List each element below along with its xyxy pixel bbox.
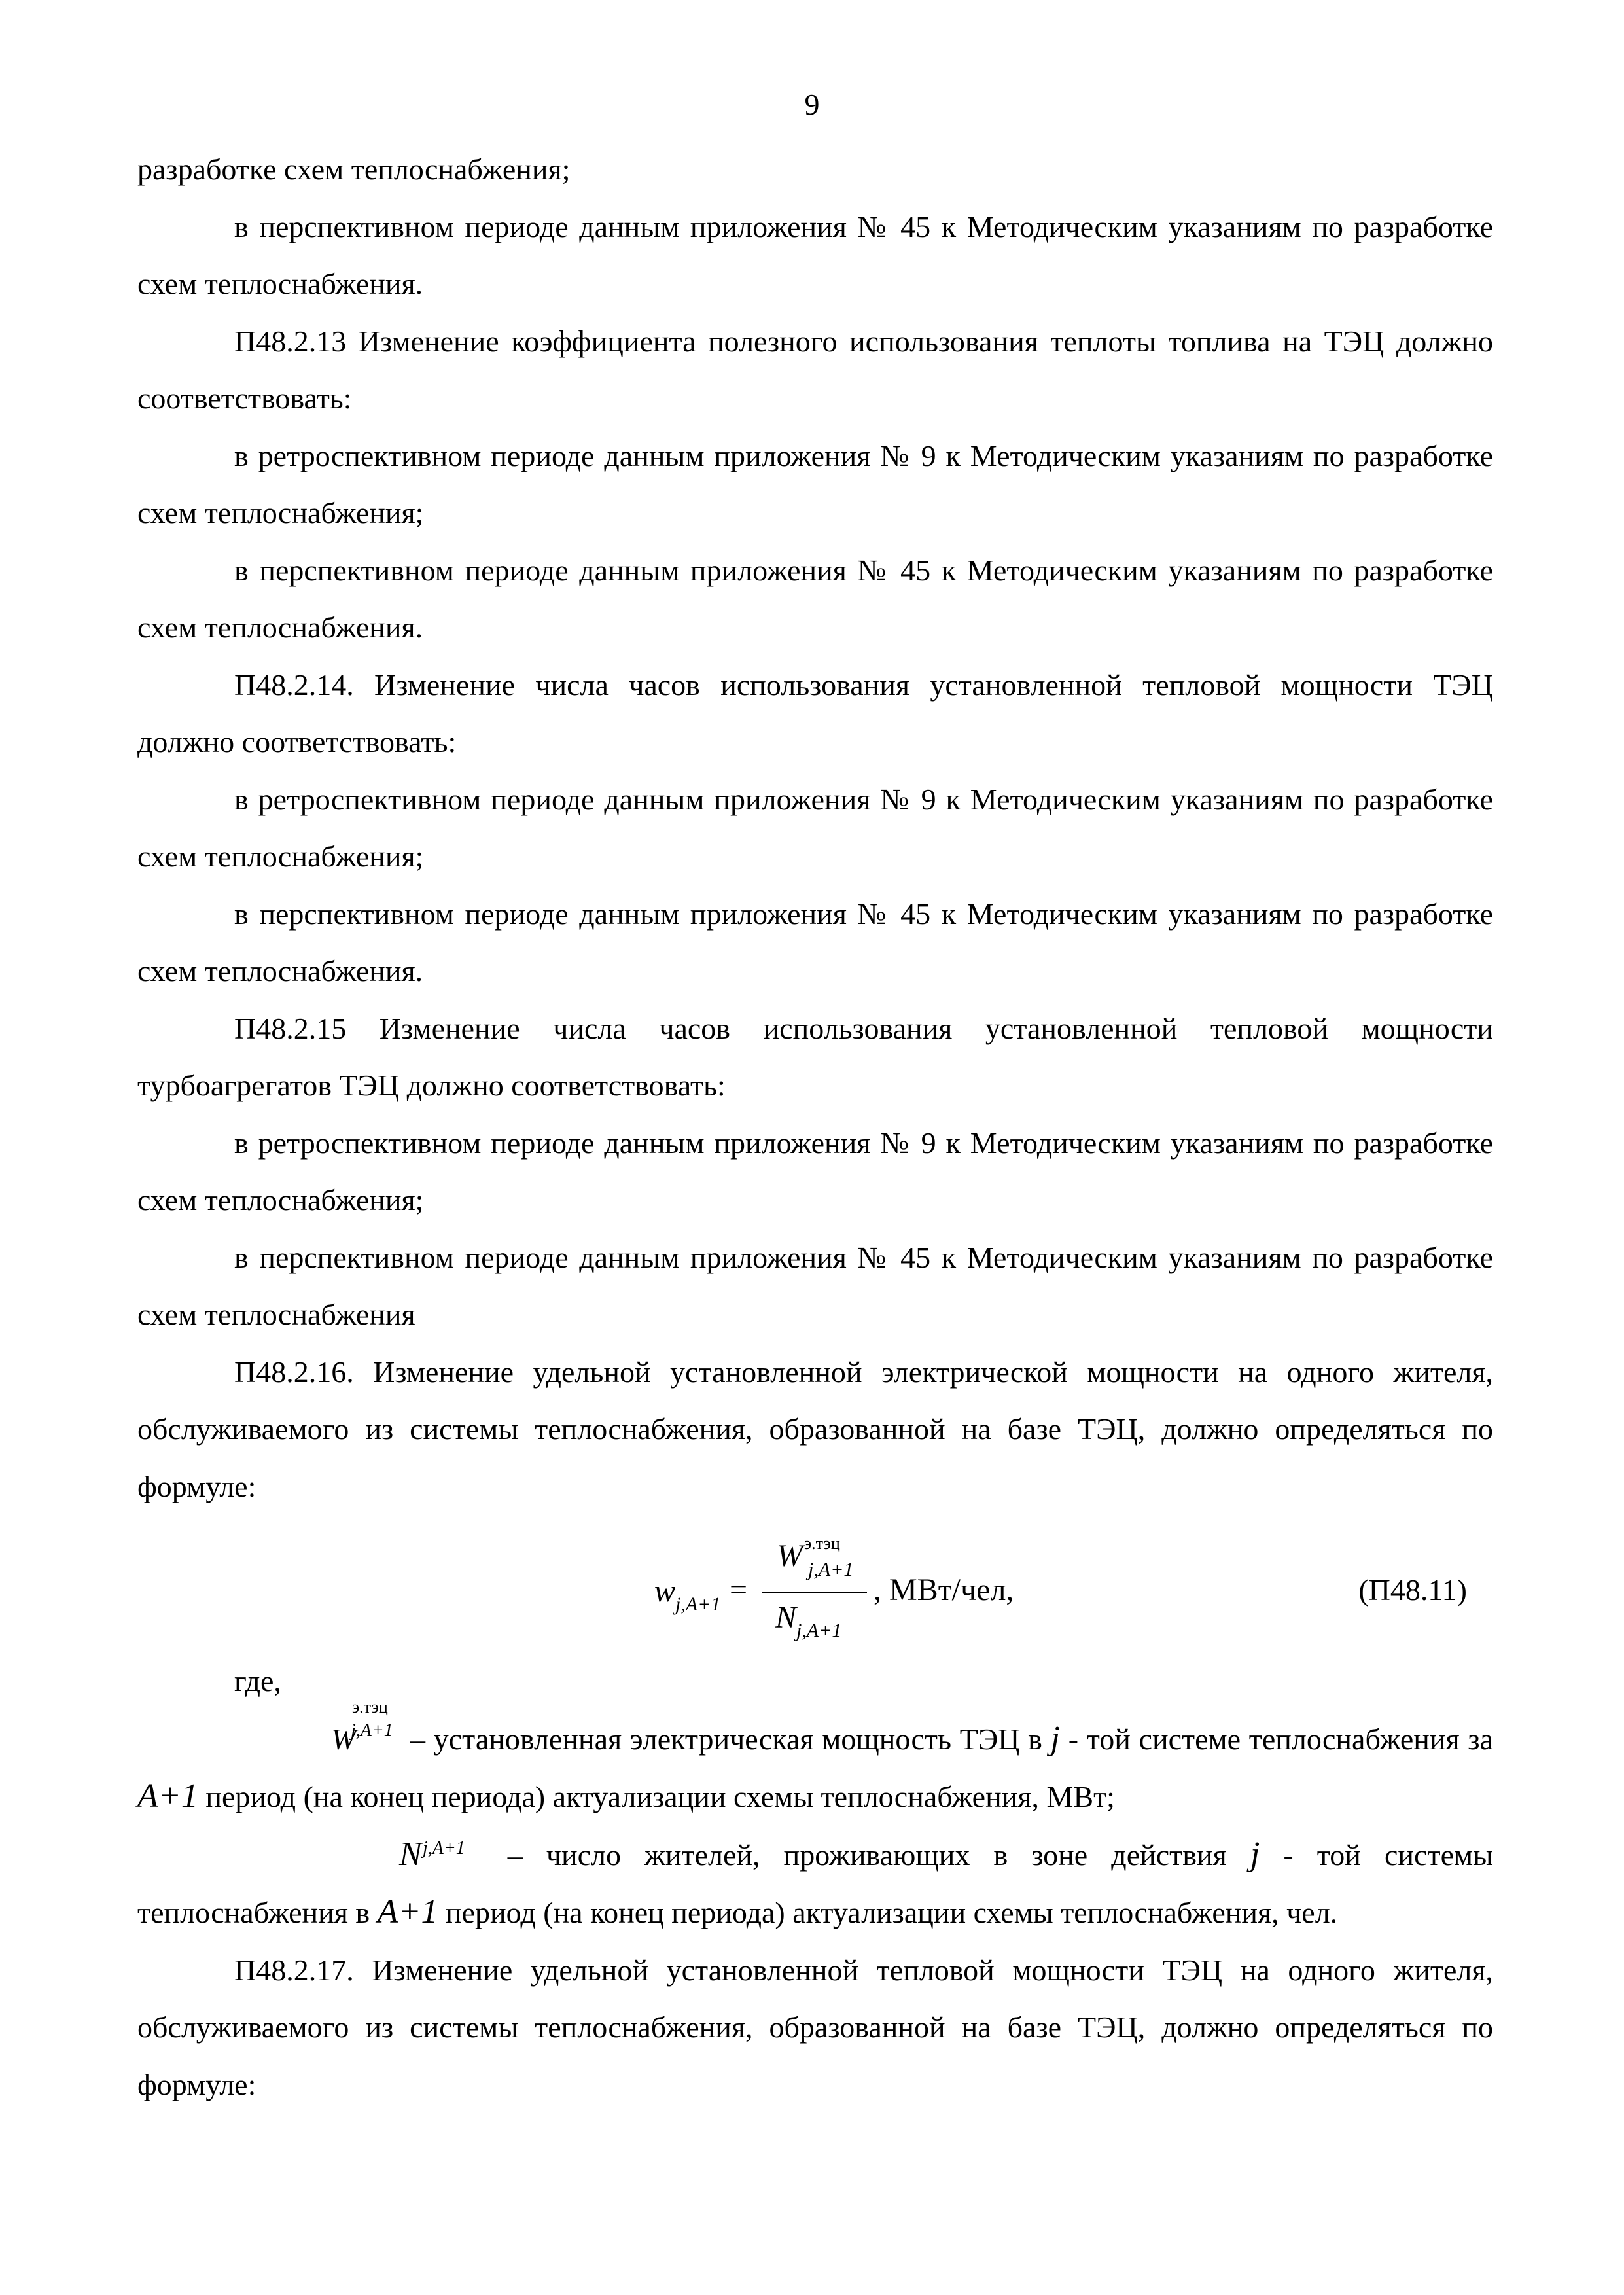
document-body — [137, 141, 1493, 2113]
formula-p48-11 — [137, 1515, 1493, 1652]
definition-n: N j,A+1 – число жителей, проживающих в зоне действия j - той системы теплоснабжения в A+1 период (на конец периода) актуализации схемы теплоснабжения, чел. — [137, 1826, 1493, 1942]
where-label: где, — [234, 1664, 281, 1698]
fraction-bar — [762, 1592, 867, 1593]
paragraph: в перспективном периоде данным приложения № 45 к Методическим указаниям по разработке схем теплоснабжения. — [137, 209, 1493, 300]
paragraph-fragment: разработке схем теплоснабжения; — [137, 152, 571, 186]
clause-p48-2-13: П48.2.13 Изменение коэффициента полезного использования теплоты топлива на ТЭЦ должно соответствовать: — [137, 324, 1493, 415]
clause-p48-2-16: П48.2.16. Изменение удельной установленной электрической мощности на одного жителя, обслуживаемого из системы теплоснабжения, образованной на базе ТЭЦ, должно определяться по формуле: — [137, 1355, 1493, 1503]
formula-lhs: $w_{j,A+1}$ — [654, 1574, 721, 1615]
equals-sign: = — [730, 1573, 748, 1607]
paragraph: в перспективном периоде данным приложения № 45 к Методическим указаниям по разработке схем теплоснабжения. — [137, 553, 1493, 644]
fraction-denominator: $N_{j,A+1}$ — [775, 1600, 842, 1641]
formula-units: , МВт/чел, — [874, 1573, 1014, 1607]
clause-p48-2-14: П48.2.14. Изменение числа часов использования установленной тепловой мощности ТЭЦ должно соответствовать: — [137, 667, 1493, 758]
symbol-n: N j,A+1 — [399, 1835, 465, 1873]
paragraph: в перспективном периоде данным приложения № 45 к Методическим указаниям по разработке схем теплоснабжения. — [137, 897, 1493, 987]
clause-p48-2-15: П48.2.15 Изменение числа часов использования установленной тепловой мощности турбоагрегатов ТЭЦ должно соответствовать: — [137, 1011, 1493, 1102]
symbol-w-etec: W э.тэц j,A+1 — [331, 1697, 393, 1756]
paragraph: в ретроспективном периоде данным приложения № 9 к Методическим указаниям по разработке схем теплоснабжения; — [137, 438, 1493, 529]
paragraph: в ретроспективном периоде данным приложения № 9 к Методическим указаниям по разработке схем теплоснабжения; — [137, 1126, 1493, 1217]
fraction-numerator: $W^{э.тэц}$ j,A+1 — [777, 1534, 854, 1580]
page-number: 9 — [804, 88, 820, 121]
definition-w: W э.тэц j,A+1 – установленная электрическая мощность ТЭЦ в j - той системе теплоснабжения за A+1 период (на конец периода) актуализации схемы теплоснабжения, МВт; — [137, 1697, 1493, 1815]
paragraph: в перспективном периоде данным приложения № 45 к Методическим указаниям по разработке схем теплоснабжения — [137, 1240, 1493, 1331]
paragraph: в ретроспективном периоде данным приложения № 9 к Методическим указаниям по разработке схем теплоснабжения; — [137, 782, 1493, 873]
clause-p48-2-17: П48.2.17. Изменение удельной установленной тепловой мощности ТЭЦ на одного жителя, обслуживаемого из системы теплоснабжения, образованной на базе ТЭЦ, должно определяться по формуле: — [137, 1953, 1493, 2101]
equation-number: (П48.11) — [1358, 1573, 1467, 1607]
